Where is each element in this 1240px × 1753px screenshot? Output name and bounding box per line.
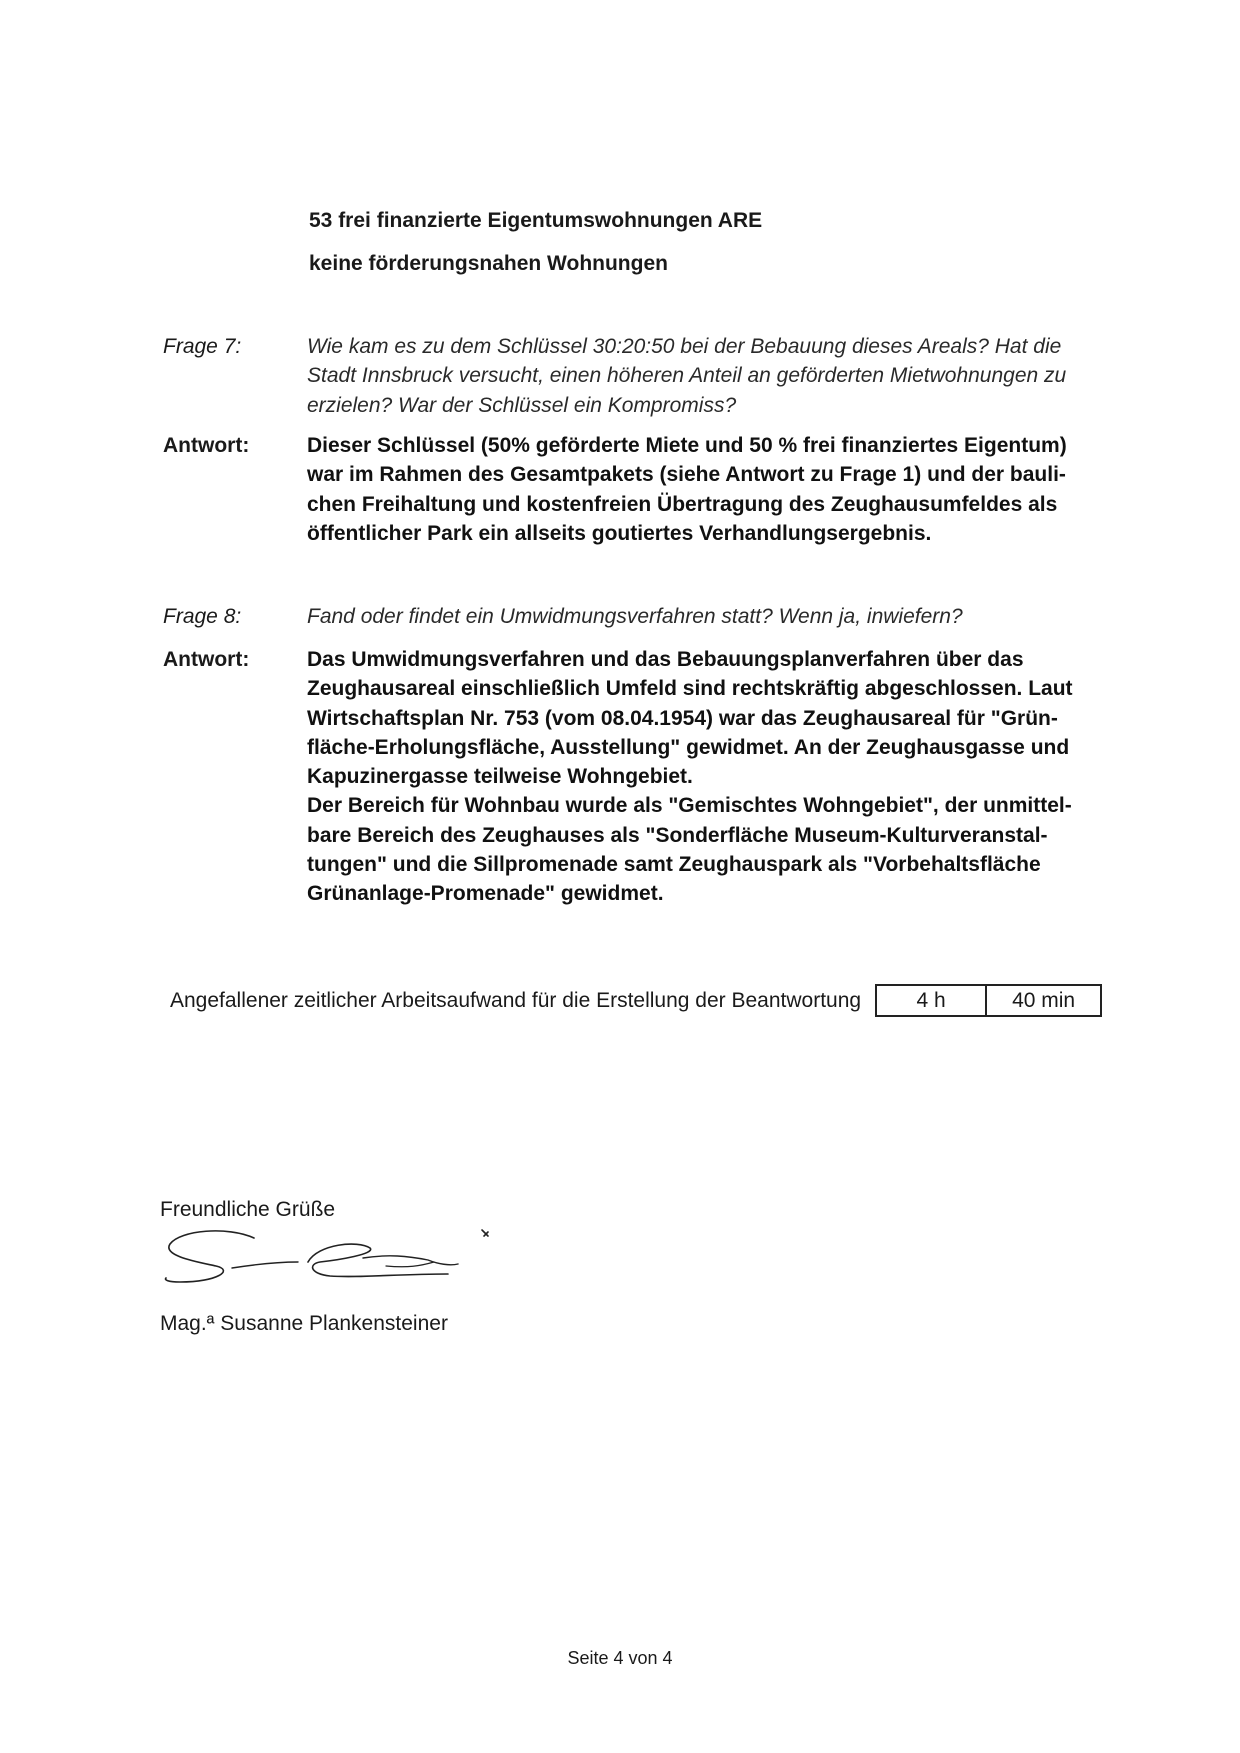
answer-8-line: tungen" und die Sillpromenade samt Zeughauspark als "Vorbehaltsfläche — [307, 853, 1041, 877]
question-7-text — [307, 332, 1147, 420]
effort-label: Angefallener zeitlicher Arbeitsaufwand für die Erstellung der Beantwortung — [170, 988, 862, 1012]
answer-7-line: chen Freihaltung und kostenfreien Übertragung des Zeughausumfeldes als — [307, 492, 1058, 516]
answer-8-line: Der Bereich für Wohnbau wurde als "Gemischtes Wohngebiet", der unmittel- — [307, 794, 1072, 818]
question-7-line: Wie kam es zu dem Schlüssel 30:20:50 bei der Bebauung dieses Areals? Hat die — [307, 335, 1062, 358]
answer-8-line: Zeughausareal einschließlich Umfeld sind rechtskräftig abgeschlossen. Laut — [307, 677, 1073, 701]
effort-row — [170, 984, 1102, 1017]
effort-hours: 4 h — [877, 986, 987, 1015]
answer-8-line: Das Umwidmungsverfahren und das Bebauungsplanverfahren über das — [307, 648, 1024, 671]
answer-8-label: Antwort: — [163, 648, 250, 671]
intro-line-2: keine förderungsnahen Wohnungen — [309, 252, 668, 275]
question-7-line: erzielen? War der Schlüssel ein Kompromiss? — [307, 393, 737, 417]
answer-8-line: Kapuzinergasse teilweise Wohngebiet. — [307, 765, 693, 789]
effort-box — [875, 984, 1102, 1017]
signature-svg — [158, 1222, 508, 1294]
intro-line-1: 53 frei finanzierte Eigentumswohnungen ARE — [309, 209, 763, 232]
answer-7-line: war im Rahmen des Gesamtpakets (siehe Antwort zu Frage 1) und der bauli- — [307, 463, 1066, 487]
answer-8-text — [307, 645, 1147, 909]
answer-8-line: Wirtschaftsplan Nr. 753 (vom 08.04.1954) war das Zeughausareal für "Grün- — [307, 706, 1058, 730]
answer-8-line: bare Bereich des Zeughauses als "Sonderfläche Museum-Kulturveranstal- — [307, 823, 1048, 847]
answer-7-text — [307, 431, 1147, 548]
effort-minutes: 40 min — [1012, 989, 1076, 1012]
handwritten-signature-icon — [158, 1222, 508, 1294]
answer-8-line: fläche-Erholungsfläche, Ausstellung" gewidmet. An der Zeughausgasse und — [307, 735, 1070, 759]
question-7-label: Frage 7: — [163, 335, 242, 358]
question-8-line: Fand oder findet ein Umwidmungsverfahren statt? Wenn ja, inwiefern? — [307, 605, 963, 628]
answer-8-line: Grünanlage-Promenade" gewidmet. — [307, 882, 664, 906]
question-8-text — [307, 602, 1147, 631]
page-number: Seite 4 von 4 — [567, 1648, 673, 1668]
answer-7-line: Dieser Schlüssel (50% geförderte Miete und 50 % frei finanziertes Eigentum) — [307, 434, 1067, 457]
question-7-line: Stadt Innsbruck versucht, einen höheren Anteil an geförderten Mietwohnungen zu — [307, 364, 1067, 388]
answer-7-label: Antwort: — [163, 434, 250, 457]
greeting: Freundliche Grüße — [160, 1198, 336, 1221]
question-8-label: Frage 8: — [163, 605, 242, 628]
answer-7-line: öffentlicher Park ein allseits goutiertes Verhandlungsergebnis. — [307, 521, 932, 545]
signer-name: Mag.ª Susanne Plankensteiner — [160, 1312, 448, 1335]
